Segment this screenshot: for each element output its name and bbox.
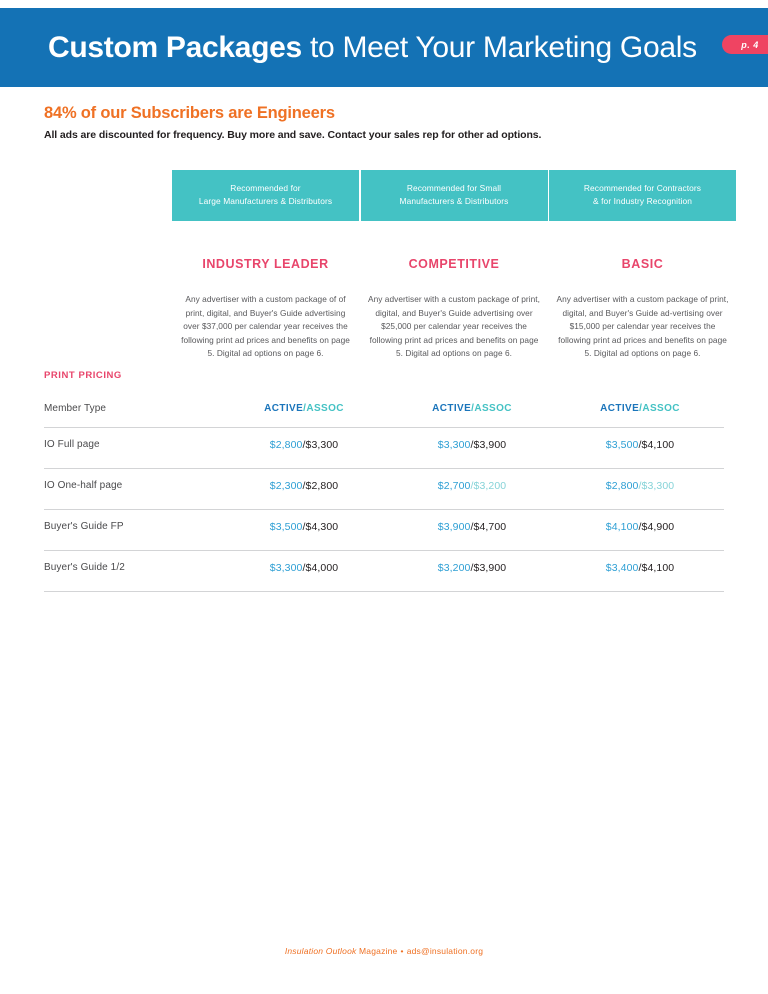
price-cell	[388, 510, 556, 551]
price-active: $3,500	[269, 520, 303, 533]
tier-columns	[172, 170, 736, 361]
page-title	[48, 31, 697, 65]
intro-block	[44, 104, 724, 141]
price-active: $3,200	[437, 561, 471, 574]
table-row	[44, 510, 724, 551]
header-member-type: Member Type	[44, 396, 220, 428]
header-active-label: ACTIVE	[432, 403, 472, 414]
page-number-badge: p. 4	[722, 35, 768, 54]
table-row	[44, 428, 724, 469]
tier-recommendation-badge	[172, 170, 359, 221]
price-cell	[388, 428, 556, 469]
price-assoc: /$3,300	[638, 479, 675, 492]
page-title-light: to Meet Your Marketing Goals	[301, 30, 697, 64]
row-label: Buyer's Guide 1/2	[44, 551, 220, 592]
intro-heading: 84% of our Subscribers are Engineers	[44, 104, 335, 122]
row-label: IO One-half page	[44, 469, 220, 510]
header-assoc-label: /ASSOC	[471, 403, 512, 414]
tier-recommendation-line2: Large Manufacturers & Distributors	[198, 196, 333, 206]
price-cell	[556, 469, 724, 510]
page-title-bold: Custom Packages	[48, 30, 302, 64]
price-cell	[220, 469, 388, 510]
header-active-label: ACTIVE	[600, 403, 640, 414]
tier-recommendation-line2: Manufacturers & Distributors	[399, 196, 509, 206]
price-assoc: /$4,000	[302, 561, 339, 574]
footer-magazine-rest: Magazine	[356, 946, 398, 956]
tier-name: BASIC	[621, 257, 664, 271]
price-assoc: /$3,900	[470, 438, 507, 451]
footer	[0, 946, 768, 956]
tier-column-industry-leader	[172, 170, 359, 361]
price-assoc: /$4,100	[638, 561, 675, 574]
price-active: $3,400	[605, 561, 639, 574]
price-active: $2,800	[269, 438, 303, 451]
price-assoc: /$4,100	[638, 438, 675, 451]
price-assoc: /$3,900	[470, 561, 507, 574]
price-active: $4,100	[605, 520, 639, 533]
price-active: $3,500	[605, 438, 639, 451]
footer-magazine-italic: Insulation Outlook	[284, 946, 357, 956]
tier-recommendation-badge	[549, 170, 736, 221]
tier-recommendation-line1: Recommended for	[230, 183, 301, 193]
tier-column-competitive	[361, 170, 548, 361]
price-cell	[220, 428, 388, 469]
price-assoc: /$4,300	[302, 520, 339, 533]
tier-recommendation-badge	[361, 170, 548, 221]
header-cell-competitive	[388, 396, 556, 428]
footer-separator: •	[400, 946, 404, 956]
tier-recommendation-line1: Recommended for Contractors	[583, 183, 702, 193]
price-assoc: /$3,300	[302, 438, 339, 451]
table-row	[44, 551, 724, 592]
footer-email[interactable]: ads@insulation.org	[406, 946, 484, 956]
tier-name: COMPETITIVE	[408, 257, 500, 271]
price-cell	[388, 469, 556, 510]
header-assoc-label: /ASSOC	[303, 403, 344, 414]
price-cell	[220, 551, 388, 592]
price-assoc: /$4,900	[638, 520, 675, 533]
row-label: Buyer's Guide FP	[44, 510, 220, 551]
price-active: $2,700	[437, 479, 471, 492]
intro-subheading: All ads are discounted for frequency. Buy more and save. Contact your sales rep for other ad options.	[44, 129, 542, 141]
tier-column-basic	[549, 170, 736, 361]
tier-recommendation-line1: Recommended for Small	[406, 183, 502, 193]
tier-recommendation-line2: & for Industry Recognition	[593, 196, 692, 206]
tier-description: Any advertiser with a custom package of print, digital, and Buyer's Guide ad-vertising over $15,000 per calendar year receives the following print ad prices and benefits on page 5. Digital ad options on page 6.	[556, 294, 729, 358]
print-pricing-label: PRINT PRICING	[44, 370, 122, 381]
pricing-table-head	[44, 396, 724, 428]
price-cell	[220, 510, 388, 551]
tier-description: Any advertiser with a custom package of of print, digital, and Buyer's Guide advertising over $37,000 per calendar year receives the following print ad prices and benefits on page 5. Digital ad options on page 6.	[181, 294, 350, 358]
price-active: $3,900	[437, 520, 471, 533]
header-cell-industry-leader	[220, 396, 388, 428]
header-banner	[0, 8, 768, 87]
price-cell	[556, 510, 724, 551]
header-cell-basic	[556, 396, 724, 428]
pricing-table-body	[44, 428, 724, 592]
table-header-row	[44, 396, 724, 428]
price-assoc: /$4,700	[470, 520, 507, 533]
price-active: $3,300	[437, 438, 471, 451]
header-assoc-label: /ASSOC	[639, 403, 680, 414]
price-active: $2,300	[269, 479, 303, 492]
row-label: IO Full page	[44, 428, 220, 469]
tier-description: Any advertiser with a custom package of print, digital, and Buyer's Guide advertising over $25,000 per calendar year receives the following print ad prices and benefits on page 5. Digital ad options on page 6.	[367, 294, 540, 358]
price-assoc: /$2,800	[302, 479, 339, 492]
price-active: $3,300	[269, 561, 303, 574]
print-pricing-table	[44, 396, 724, 592]
price-cell	[556, 428, 724, 469]
price-cell	[388, 551, 556, 592]
table-row	[44, 469, 724, 510]
header-active-label: ACTIVE	[264, 403, 304, 414]
price-cell	[556, 551, 724, 592]
price-active: $2,800	[605, 479, 639, 492]
tier-name: INDUSTRY LEADER	[202, 257, 329, 271]
price-assoc: /$3,200	[470, 479, 507, 492]
